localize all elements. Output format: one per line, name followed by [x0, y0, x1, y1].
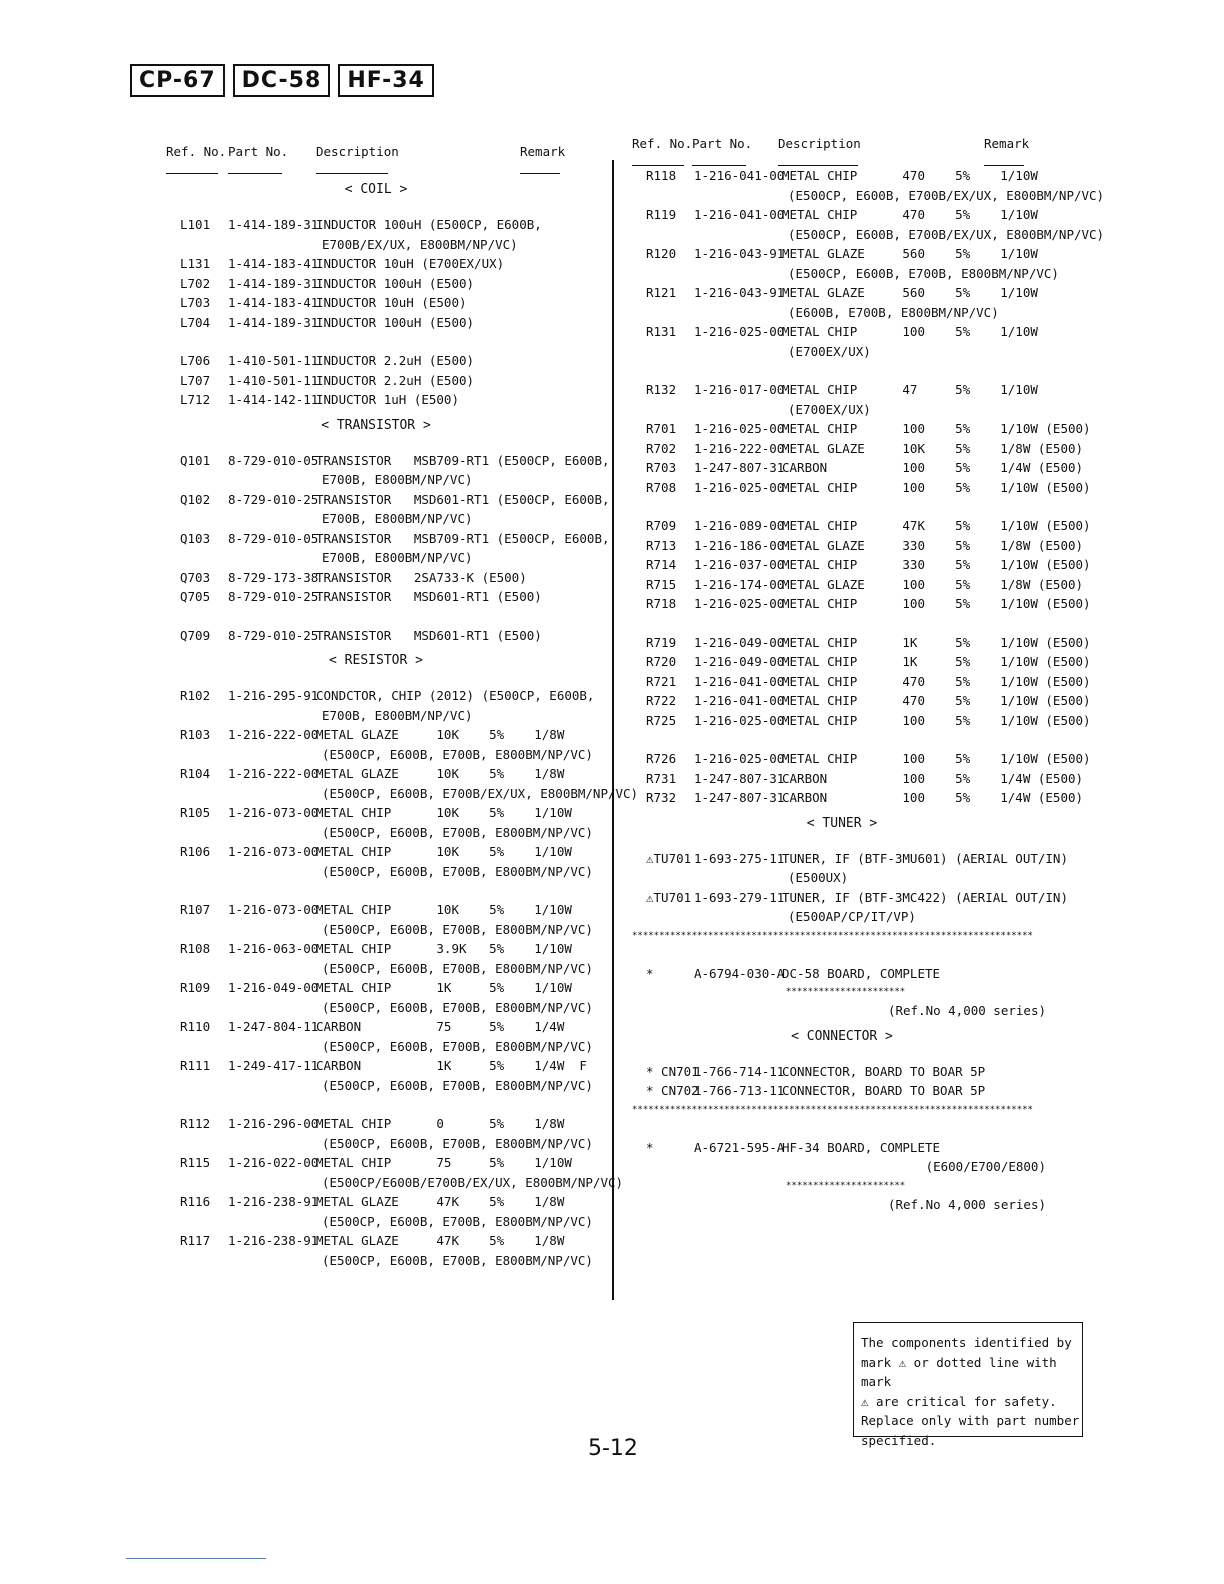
description: METAL CHIP 470 5% 1/10W (E500) — [782, 693, 1091, 708]
part-number: 1-247-804-11 — [228, 1019, 319, 1034]
part-number: 8-729-010-05 — [228, 530, 319, 546]
header-ref: Ref. No. — [166, 144, 227, 159]
section-heading: < TRANSISTOR > — [321, 417, 431, 433]
description-continued: (E500CP, E600B, E700B, E800BM/NP/VC) — [322, 863, 593, 879]
ref-number: R701 — [646, 421, 677, 436]
ref-number: R112 — [180, 1116, 211, 1131]
description: CARBON 100 5% 1/4W (E500) — [782, 790, 1084, 805]
part-entry — [632, 575, 1084, 595]
ref-number: Q703 — [180, 569, 211, 585]
part-number: 1-216-041-00 — [694, 693, 785, 708]
spacer — [632, 945, 1052, 964]
part-entry — [632, 749, 1091, 769]
description: INDUCTOR 10uH (E700EX/UX) — [316, 256, 505, 271]
description-continued: (E700EX/UX) — [788, 343, 871, 359]
ref-number: Q103 — [180, 530, 211, 546]
ref-number: R102 — [180, 688, 211, 703]
description: METAL CHIP 47K 5% 1/10W (E500) — [782, 518, 1091, 533]
ref-number: R118 — [646, 168, 677, 183]
part-entry — [166, 626, 586, 646]
parts-list-right-column — [632, 130, 1105, 1214]
left-parts-body — [166, 174, 639, 1270]
description-continued: E700B, E800BM/NP/VC) — [322, 550, 473, 565]
ref-number: L702 — [180, 275, 211, 291]
description: METAL CHIP 10K 5% 1/10W — [316, 844, 572, 859]
description: METAL CHIP 3.9K 5% 1/10W — [316, 941, 572, 956]
part-number: 1-216-174-00 — [694, 576, 785, 592]
description: TRANSISTOR MSB709-RT1 (E500CP, E600B, — [316, 452, 610, 468]
ref-number: R713 — [646, 537, 677, 553]
description: METAL CHIP 100 5% 1/10W (E500) — [782, 421, 1091, 436]
description-continued: (E500AP/CP/IT/VP) — [788, 909, 916, 924]
spacer — [166, 1095, 586, 1114]
part-entry — [166, 1114, 593, 1153]
header-remark: Remark — [520, 144, 566, 159]
part-number: 1-216-073-00 — [228, 902, 319, 917]
part-number: 1-414-189-31 — [228, 314, 319, 330]
part-number: A-6721-595-A — [694, 1139, 785, 1155]
header-remark: Remark — [984, 136, 1030, 151]
description-continued: (E600B, E700B, E800BM/NP/VC) — [788, 304, 999, 320]
part-entry — [166, 293, 586, 313]
description: METAL GLAZE 10K 5% 1/8W — [316, 766, 565, 781]
description: INDUCTOR 100uH (E500CP, E600B, — [316, 217, 542, 232]
part-entry — [632, 439, 1084, 459]
description-continued: (E500CP, E600B, E700B, E800BM/NP/VC) — [322, 1213, 593, 1229]
ref-number: R104 — [180, 766, 211, 781]
description: CONDCTOR, CHIP (2012) (E500CP, E600B, — [316, 688, 595, 703]
part-number: 1-216-025-00 — [694, 421, 785, 436]
description: METAL CHIP 47 5% 1/10W — [782, 382, 1038, 397]
part-entry — [166, 978, 593, 1017]
part-number: 1-216-025-00 — [694, 712, 785, 728]
part-number: 1-216-037-00 — [694, 557, 785, 572]
ref-number: ⚠TU701 — [646, 850, 692, 866]
part-number: 1-249-417-11 — [228, 1058, 319, 1073]
ref-number: L704 — [180, 314, 211, 330]
part-entry — [166, 900, 593, 939]
part-number: 1-216-296-00 — [228, 1116, 319, 1131]
part-number: 1-216-025-00 — [694, 596, 785, 611]
part-entry — [632, 322, 1052, 361]
section-heading: < CONNECTOR > — [791, 1028, 893, 1044]
part-entry — [166, 803, 593, 842]
separator-stars: ********************** — [786, 1180, 906, 1191]
part-number: 1-216-041-00 — [694, 168, 785, 183]
part-number: 1-216-063-00 — [228, 941, 319, 956]
part-number: A-6794-030-A — [694, 965, 785, 981]
description: CARBON 1K 5% 1/4W F — [316, 1058, 587, 1073]
part-entry — [166, 351, 586, 371]
description-continued: E700B/EX/UX, E800BM/NP/VC) — [322, 236, 518, 252]
ref-number: R732 — [646, 790, 677, 805]
description: DC-58 BOARD, COMPLETE — [782, 965, 941, 981]
header-part: Part No. — [228, 144, 289, 159]
part-entry — [632, 166, 1105, 205]
model-label-hf34: HF-34 — [338, 64, 434, 97]
part-number: 8-729-010-05 — [228, 452, 319, 468]
part-entry — [632, 536, 1084, 556]
part-number: 1-216-089-00 — [694, 518, 785, 533]
part-entry — [166, 1017, 593, 1056]
description: METAL GLAZE 10K 5% 1/8W — [316, 727, 565, 742]
description-continued: (E700EX/UX) — [788, 401, 871, 417]
description: METAL CHIP 100 5% 1/10W (E500) — [782, 751, 1091, 766]
ref-number: R109 — [180, 980, 211, 995]
description: INDUCTOR 100uH (E500) — [316, 275, 475, 291]
description: CARBON 100 5% 1/4W (E500) — [782, 770, 1084, 786]
right-note: (E600/E700/E800) — [925, 1159, 1046, 1174]
part-number: 1-216-041-00 — [694, 673, 785, 689]
spacer — [632, 497, 1052, 516]
part-number: 1-247-807-31 — [694, 770, 785, 786]
description: TUNER, IF (BTF-3MU601) (AERIAL OUT/IN) — [782, 850, 1068, 866]
part-entry — [632, 516, 1091, 536]
description-continued: (E500UX) — [788, 870, 849, 885]
part-entry — [632, 633, 1091, 653]
ref-number: R121 — [646, 285, 677, 300]
part-number: 1-216-043-91 — [694, 246, 785, 261]
description-continued: (E500CP, E600B, E700B, E800BM/NP/VC) — [322, 1252, 593, 1268]
separator-stars: ********************** — [786, 987, 906, 997]
part-entry — [632, 283, 1052, 322]
description-continued: (E500CP, E600B, E700B, E800BM/NP/VC) — [322, 746, 593, 762]
part-entry — [632, 652, 1091, 672]
ref-number: R721 — [646, 673, 677, 689]
ref-number: R119 — [646, 207, 677, 222]
part-number: 1-410-501-11 — [228, 353, 319, 368]
part-number: 1-414-183-41 — [228, 256, 319, 271]
part-number: 1-216-238-91 — [228, 1233, 319, 1248]
model-labels — [130, 64, 434, 97]
part-entry — [632, 1138, 1052, 1158]
part-entry — [632, 205, 1105, 244]
description-continued: (E500CP, E600B, E700B, E800BM/NP/VC) — [322, 1135, 593, 1151]
description: METAL CHIP 470 5% 1/10W — [782, 168, 1038, 183]
description: HF-34 BOARD, COMPLETE — [782, 1139, 941, 1155]
ref-number: R731 — [646, 770, 677, 786]
part-entry — [632, 672, 1091, 692]
part-entry — [632, 888, 1068, 927]
section-heading: < RESISTOR > — [329, 653, 423, 668]
ref-number: ⚠TU701 — [646, 889, 692, 905]
part-entry — [166, 371, 586, 391]
ref-number: R115 — [180, 1155, 211, 1170]
ref-number: R132 — [646, 382, 677, 397]
part-number: 8-729-173-38 — [228, 569, 319, 585]
part-entry — [166, 1192, 593, 1231]
spacer — [166, 607, 586, 626]
part-entry — [632, 849, 1068, 888]
part-number: 8-729-010-25 — [228, 491, 319, 507]
part-entry — [166, 313, 586, 333]
ref-number: R107 — [180, 902, 211, 917]
ref-number: R131 — [646, 324, 677, 339]
part-entry — [632, 478, 1091, 498]
description: TRANSISTOR MSD601-RT1 (E500) — [316, 627, 542, 643]
part-number: 1-693-275-11 — [694, 850, 785, 866]
ref-number: R708 — [646, 479, 677, 495]
ref-number: * — [646, 965, 654, 981]
part-number: 1-414-142-11 — [228, 392, 319, 407]
description: CARBON 75 5% 1/4W — [316, 1019, 565, 1034]
part-entry — [166, 939, 593, 978]
part-number: 1-216-041-00 — [694, 207, 785, 222]
description-continued: (E500CP/E600B/E700B/EX/UX, E800BM/NP/VC) — [322, 1174, 624, 1190]
part-entry — [166, 1231, 593, 1270]
part-number: 1-216-073-00 — [228, 805, 319, 820]
part-entry — [632, 244, 1059, 283]
part-entry — [632, 419, 1091, 439]
description: TUNER, IF (BTF-3MC422) (AERIAL OUT/IN) — [782, 889, 1068, 905]
description: METAL CHIP 75 5% 1/10W — [316, 1155, 572, 1170]
right-note: (Ref.No 4,000 series) — [887, 1003, 1046, 1018]
part-number: 1-247-807-31 — [694, 790, 785, 805]
part-entry — [632, 1081, 1052, 1101]
header-desc: Description — [316, 144, 399, 159]
part-number: 1-216-222-00 — [228, 766, 319, 781]
part-entry — [166, 451, 610, 490]
part-number: 1-216-017-00 — [694, 382, 785, 397]
description-continued: (E500CP, E600B, E700B, E800BM/NP/VC) — [322, 999, 593, 1015]
description: INDUCTOR 100uH (E500) — [316, 314, 475, 330]
description-continued: (E500CP, E600B, E700B/EX/UX, E800BM/NP/VC) — [322, 785, 639, 801]
ref-number: R105 — [180, 805, 211, 820]
part-entry — [632, 691, 1091, 711]
part-number: 1-216-043-91 — [694, 285, 785, 300]
description: INDUCTOR 2.2uH (E500) — [316, 353, 475, 368]
part-entry — [632, 788, 1084, 808]
description: METAL GLAZE 560 5% 1/10W — [782, 285, 1038, 300]
ref-number: R117 — [180, 1233, 211, 1248]
part-entry — [166, 390, 586, 410]
part-entry — [632, 555, 1091, 575]
description: METAL GLAZE 330 5% 1/8W (E500) — [782, 537, 1084, 553]
description-continued: E700B, E800BM/NP/VC) — [322, 707, 473, 723]
description-continued: (E500CP, E600B, E700B/EX/UX, E800BM/NP/VC) — [788, 226, 1105, 242]
description-continued: (E500CP, E600B, E700B, E800BM/NP/VC) — [322, 824, 593, 840]
safety-note: The components identified by mark ⚠ or dotted line with mark ⚠ are critical for safety. Replace only with part number specified. — [853, 1322, 1083, 1437]
section-heading: < TUNER > — [806, 815, 878, 831]
spacer — [166, 881, 586, 900]
ref-number: R103 — [180, 727, 211, 742]
part-entry — [166, 686, 595, 725]
part-number: 1-414-189-31 — [228, 217, 319, 232]
part-number: 1-247-807-31 — [694, 460, 785, 475]
part-number: 1-414-183-41 — [228, 295, 319, 310]
part-entry — [632, 769, 1084, 789]
part-number: 1-216-049-00 — [694, 634, 785, 650]
part-entry — [632, 964, 1052, 984]
description: TRANSISTOR MSD601-RT1 (E500) — [316, 589, 542, 604]
ref-number: R106 — [180, 844, 211, 859]
ref-number: Q709 — [180, 627, 211, 643]
description: CARBON 100 5% 1/4W (E500) — [782, 460, 1084, 475]
part-number: 1-693-279-11 — [694, 889, 785, 905]
ref-number: R702 — [646, 440, 677, 456]
description: METAL GLAZE 560 5% 1/10W — [782, 246, 1038, 261]
part-entry — [166, 529, 610, 568]
ref-number: R110 — [180, 1019, 211, 1034]
parts-list-left-column — [166, 138, 639, 1270]
description: METAL CHIP 100 5% 1/10W (E500) — [782, 712, 1091, 728]
description: INDUCTOR 10uH (E500) — [316, 295, 467, 310]
description: METAL CHIP 0 5% 1/8W — [316, 1116, 565, 1131]
part-entry — [166, 1056, 593, 1095]
ref-number: L101 — [180, 217, 211, 232]
part-number: 1-410-501-11 — [228, 372, 319, 388]
part-entry — [166, 764, 639, 803]
part-number: 1-216-222-00 — [694, 440, 785, 456]
part-entry — [166, 587, 586, 607]
ref-number: * — [646, 1139, 654, 1155]
part-number: 1-414-189-31 — [228, 275, 319, 291]
header-part: Part No. — [692, 136, 753, 151]
description: METAL GLAZE 100 5% 1/8W (E500) — [782, 576, 1084, 592]
ref-number: R726 — [646, 751, 677, 766]
description-continued: (E500CP, E600B, E700B, E800BM/NP/VC) — [322, 960, 593, 976]
part-number: 1-216-186-00 — [694, 537, 785, 553]
part-number: 1-216-022-00 — [228, 1155, 319, 1170]
ref-number: R108 — [180, 941, 211, 956]
right-parts-body — [632, 166, 1105, 1214]
ref-number: Q705 — [180, 589, 211, 604]
description-continued: (E500CP, E600B, E700B, E800BM/NP/VC) — [788, 265, 1059, 281]
description: METAL CHIP 100 5% 1/10W (E500) — [782, 479, 1091, 495]
description: INDUCTOR 2.2uH (E500) — [316, 372, 475, 388]
spacer — [632, 1119, 1052, 1138]
part-number: 8-729-010-25 — [228, 589, 319, 604]
separator-stars: ************************************************************************** — [632, 1104, 1033, 1115]
part-number: 1-216-025-00 — [694, 751, 785, 766]
ref-number: L703 — [180, 295, 211, 310]
ref-number: Q101 — [180, 452, 211, 468]
ref-number: * CN701 — [646, 1063, 699, 1079]
part-number: 1-216-295-91 — [228, 688, 319, 703]
ref-number: R720 — [646, 654, 677, 669]
right-note: (Ref.No 4,000 series) — [887, 1196, 1046, 1212]
part-number: 1-766-713-11 — [694, 1083, 785, 1098]
spacer — [166, 332, 586, 351]
ref-number: R709 — [646, 518, 677, 533]
ref-number: R719 — [646, 634, 677, 650]
description-continued: (E500CP, E600B, E700B, E800BM/NP/VC) — [322, 1077, 593, 1093]
section-heading: < COIL > — [344, 182, 408, 197]
part-entry — [166, 568, 586, 588]
column-header — [166, 138, 586, 174]
description: METAL CHIP 1K 5% 1/10W (E500) — [782, 654, 1091, 669]
column-divider — [612, 160, 614, 1300]
part-number: 1-216-222-00 — [228, 727, 319, 742]
description: TRANSISTOR 2SA733-K (E500) — [316, 569, 527, 585]
ref-number: R120 — [646, 246, 677, 261]
part-number: 1-216-025-00 — [694, 324, 785, 339]
part-entry — [166, 490, 610, 529]
spacer — [632, 614, 1052, 633]
ref-number: R703 — [646, 460, 677, 475]
header-ref: Ref. No. — [632, 136, 693, 151]
part-entry — [166, 1153, 624, 1192]
description: CONNECTOR, BOARD TO BOAR 5P — [782, 1063, 986, 1079]
description: METAL CHIP 1K 5% 1/10W — [316, 980, 572, 995]
description-continued: (E500CP, E600B, E700B, E800BM/NP/VC) — [322, 921, 593, 937]
ref-number: R111 — [180, 1058, 211, 1073]
ref-number: Q102 — [180, 491, 211, 507]
page-number: 5-12 — [588, 1436, 638, 1461]
description: METAL CHIP 1K 5% 1/10W (E500) — [782, 634, 1091, 650]
ref-number: L712 — [180, 392, 211, 407]
part-number: 1-216-049-00 — [228, 980, 319, 995]
ref-number: R722 — [646, 693, 677, 708]
ref-number: L707 — [180, 372, 211, 388]
part-entry — [166, 254, 586, 274]
model-label-cp67: CP-67 — [130, 64, 225, 97]
ref-number: L706 — [180, 353, 211, 368]
part-entry — [632, 458, 1084, 478]
description: METAL CHIP 470 5% 1/10W (E500) — [782, 673, 1091, 689]
ref-number: * CN702 — [646, 1083, 699, 1098]
part-entry — [166, 274, 586, 294]
description: TRANSISTOR MSB709-RT1 (E500CP, E600B, — [316, 530, 610, 546]
part-number: 1-216-073-00 — [228, 844, 319, 859]
description: METAL CHIP 100 5% 1/10W — [782, 324, 1038, 339]
description-continued: (E500CP, E600B, E700B/EX/UX, E800BM/NP/VC) — [788, 187, 1105, 203]
column-header — [632, 130, 1052, 166]
ref-number: R116 — [180, 1194, 211, 1209]
description: METAL GLAZE 10K 5% 1/8W (E500) — [782, 440, 1084, 456]
ref-number: R718 — [646, 596, 677, 611]
part-entry — [632, 711, 1091, 731]
ref-number: R715 — [646, 576, 677, 592]
part-number: 1-216-049-00 — [694, 654, 785, 669]
description: METAL CHIP 470 5% 1/10W — [782, 207, 1038, 222]
part-number: 1-216-238-91 — [228, 1194, 319, 1209]
part-entry — [632, 594, 1091, 614]
ref-number: R725 — [646, 712, 677, 728]
description: METAL CHIP 10K 5% 1/10W — [316, 902, 572, 917]
description: METAL CHIP 330 5% 1/10W (E500) — [782, 557, 1091, 572]
description: METAL CHIP 10K 5% 1/10W — [316, 805, 572, 820]
spacer — [632, 730, 1052, 749]
description: INDUCTOR 1uH (E500) — [316, 392, 459, 407]
description: METAL GLAZE 47K 5% 1/8W — [316, 1194, 565, 1209]
model-label-dc58: DC-58 — [233, 64, 331, 97]
header-desc: Description — [778, 136, 861, 151]
part-number: 1-766-714-11 — [694, 1063, 785, 1079]
part-entry — [166, 842, 593, 881]
description: METAL GLAZE 47K 5% 1/8W — [316, 1233, 565, 1248]
ref-number: L131 — [180, 256, 211, 271]
part-entry — [632, 380, 1052, 419]
description-continued: (E500CP, E600B, E700B, E800BM/NP/VC) — [322, 1038, 593, 1054]
part-entry — [166, 725, 593, 764]
description: TRANSISTOR MSD601-RT1 (E500CP, E600B, — [316, 491, 610, 507]
footer-rule — [126, 1558, 266, 1559]
part-entry — [632, 1062, 1052, 1082]
part-number: 8-729-010-25 — [228, 627, 319, 643]
description: CONNECTOR, BOARD TO BOAR 5P — [782, 1083, 986, 1098]
description-continued: E700B, E800BM/NP/VC) — [322, 511, 473, 526]
part-number: 1-216-025-00 — [694, 479, 785, 495]
description-continued: E700B, E800BM/NP/VC) — [322, 472, 473, 487]
separator-stars: ************************************************************************** — [632, 930, 1033, 941]
spacer — [632, 361, 1052, 380]
description: METAL CHIP 100 5% 1/10W (E500) — [782, 596, 1091, 611]
ref-number: R714 — [646, 557, 677, 572]
part-entry — [166, 215, 586, 254]
